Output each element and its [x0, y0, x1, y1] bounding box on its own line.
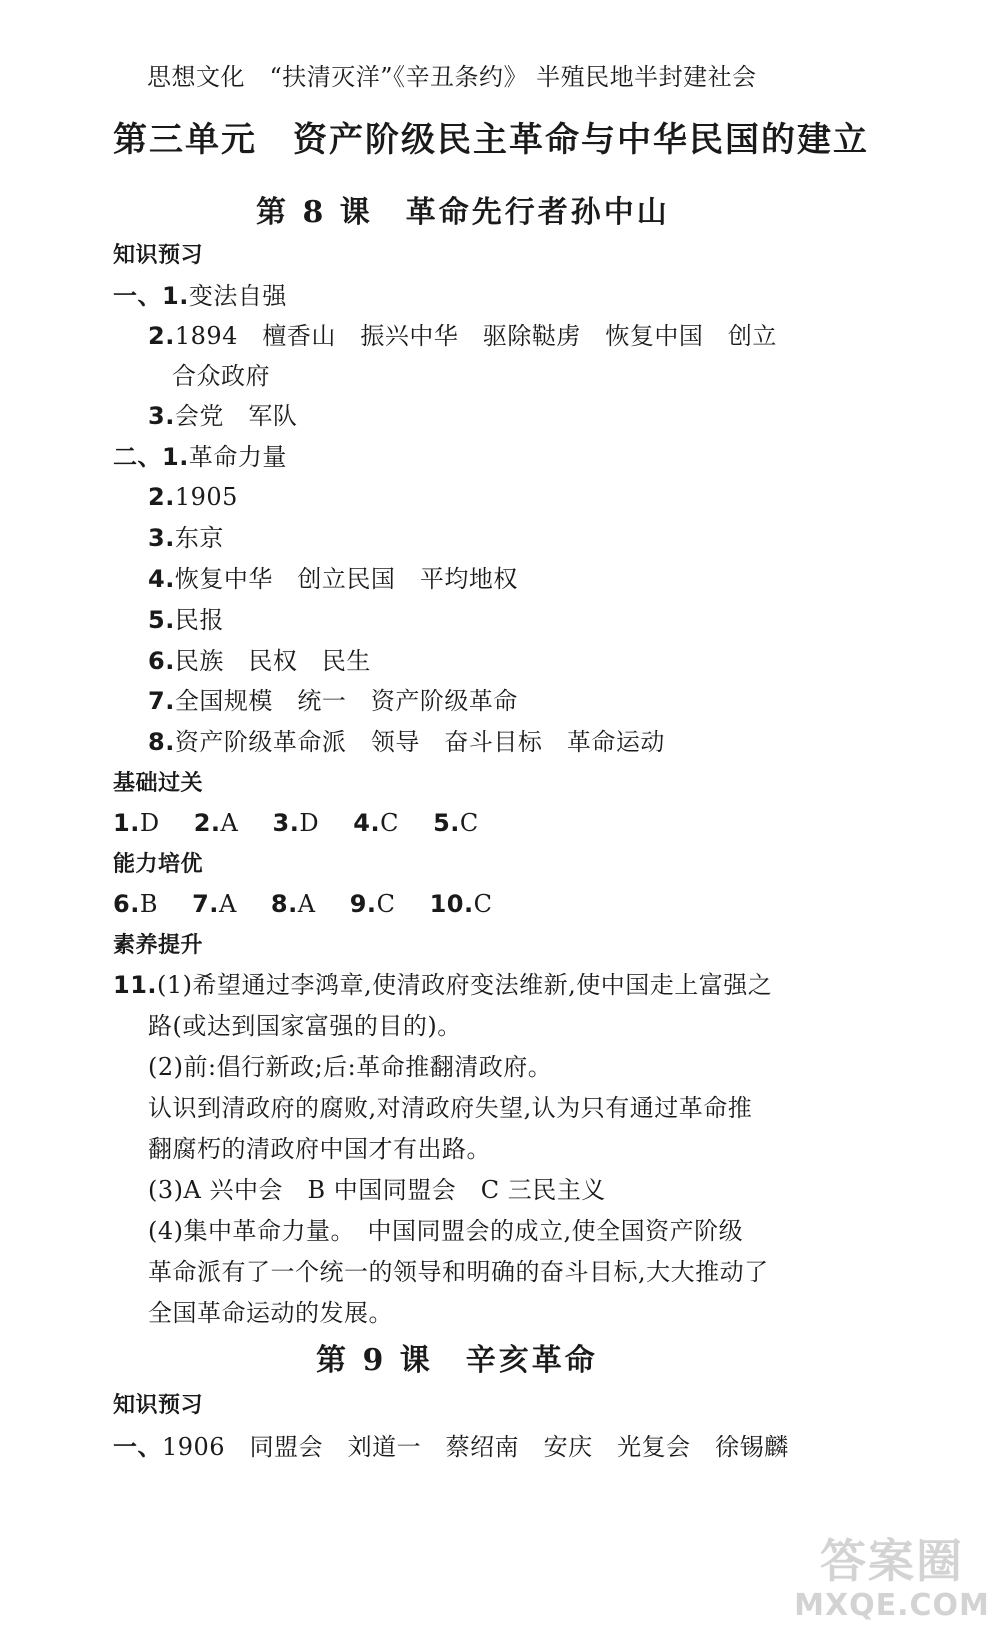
answer-choice: C [459, 809, 479, 837]
answer-number: 2. [193, 809, 221, 837]
unit-title: 第三单元 资产阶级民主革命与中华民国的建立 [113, 120, 869, 160]
question-number: 11. [113, 971, 158, 999]
l8-part1-item2-cont: 合众政府 [172, 362, 270, 390]
q11-line-7: (4)集中革命力量。 中国同盟会的成立,使全国资产阶级 [148, 1217, 744, 1245]
l8-part2-item8 [148, 727, 665, 757]
item-number: 8. [148, 728, 175, 756]
l8-ability-answers [113, 889, 492, 919]
answer-number: 10. [429, 890, 474, 918]
item-number: 7. [148, 687, 175, 715]
q11-line-5: 翻腐朽的清政府中国才有出路。 [148, 1135, 491, 1163]
item-text: 会党 军队 [174, 402, 298, 430]
site-watermark [792, 1533, 992, 1643]
answer-number: 3. [272, 809, 300, 837]
l8-part2-item4 [148, 564, 518, 594]
q11-line-1 [113, 970, 772, 1000]
watermark-logo-text: 答案圈 [820, 1534, 964, 1588]
answer-choice: A [220, 809, 239, 837]
l8-part1-item1 [113, 281, 287, 311]
item-number: 3. [148, 524, 175, 552]
item-number: 5. [148, 606, 175, 634]
part-prefix: 二、 [113, 443, 162, 471]
answer-choice: C [380, 809, 399, 837]
lesson8-knowledge-preview-heading: 知识预习 [113, 243, 204, 268]
l9-part1-line [113, 1432, 789, 1462]
item-text: 1894 檀香山 振兴中华 驱除鞑虏 恢复中国 创立 [174, 322, 777, 350]
answer-choice: D [299, 809, 320, 837]
l8-part2-item2 [148, 482, 238, 512]
item-text: 民报 [174, 606, 224, 634]
item-text: 革命力量 [188, 443, 287, 471]
l8-part2-item1 [113, 442, 287, 472]
q11-line-4: 认识到清政府的腐败,对清政府失望,认为只有通过革命推 [148, 1094, 753, 1122]
answer-choice: D [139, 809, 160, 837]
l8-part1-item2 [148, 321, 777, 351]
q11-line-8: 革命派有了一个统一的领导和明确的奋斗目标,大大推动了 [148, 1258, 769, 1286]
part-prefix: 一、 [113, 282, 162, 310]
item-text: 东京 [174, 524, 224, 552]
answer-number: 4. [353, 809, 381, 837]
item-text: 变法自强 [188, 282, 287, 310]
answer-text: (1)希望通过李鸿章,使清政府变法维新,使中国走上富强之 [157, 971, 773, 999]
answer-choice: A [297, 890, 316, 918]
q11-line-9: 全国革命运动的发展。 [148, 1299, 393, 1327]
l8-part2-item3 [148, 523, 224, 553]
lesson9-title: 第 9 课 辛亥革命 [316, 1343, 598, 1378]
item-number: 2. [148, 483, 175, 511]
item-number: 6. [148, 647, 175, 675]
q11-line-6: (3)A 兴中会 B 中国同盟会 C 三民主义 [148, 1176, 606, 1204]
answer-choice: C [473, 890, 493, 918]
l8-part2-item6 [148, 646, 371, 676]
item-text: 民族 民权 民生 [174, 647, 371, 675]
lesson8-basic-heading: 基础过关 [113, 771, 204, 796]
q11-line-2: 路(或达到国家富强的目的)。 [148, 1012, 462, 1040]
item-number: 2. [148, 322, 175, 350]
lesson8-literacy-heading: 素养提升 [113, 933, 204, 958]
answer-choice: B [139, 890, 158, 918]
lesson8-title: 第 8 课 革命先行者孙中山 [256, 195, 670, 230]
top-answer-line: 思想文化 “扶清灭洋”《辛丑条约》 半殖民地半封建社会 [147, 63, 757, 91]
item-number: 1. [162, 282, 189, 310]
item-number: 3. [148, 402, 175, 430]
l8-part2-item5 [148, 605, 224, 635]
answer-number: 9. [349, 890, 377, 918]
l8-basic-answers [113, 808, 479, 838]
item-text: 恢复中华 创立民国 平均地权 [174, 565, 518, 593]
item-text: 全国规模 统一 资产阶级革命 [174, 687, 518, 715]
q11-line-3: (2)前:倡行新政;后:革命推翻清政府。 [148, 1053, 553, 1081]
l8-part2-item7 [148, 686, 518, 716]
item-text: 资产阶级革命派 领导 奋斗目标 革命运动 [174, 728, 665, 756]
answer-choice: C [376, 890, 396, 918]
lesson9-knowledge-preview-heading: 知识预习 [113, 1393, 204, 1418]
l8-part1-item3 [148, 401, 297, 431]
part-prefix: 一、 [113, 1433, 162, 1461]
item-number: 4. [148, 565, 175, 593]
answer-number: 5. [433, 809, 460, 837]
answer-number: 1. [113, 809, 140, 837]
answer-choice: A [218, 890, 237, 918]
answer-number: 8. [270, 890, 298, 918]
answer-number: 7. [192, 890, 219, 918]
lesson8-ability-heading: 能力培优 [113, 852, 204, 877]
watermark-url: MXQE.COM [794, 1588, 990, 1623]
item-text: 1906 同盟会 刘道一 蔡绍南 安庆 光复会 徐锡麟 [162, 1433, 789, 1461]
answer-number: 6. [113, 890, 140, 918]
item-number: 1. [162, 443, 189, 471]
item-text: 1905 [174, 483, 238, 511]
